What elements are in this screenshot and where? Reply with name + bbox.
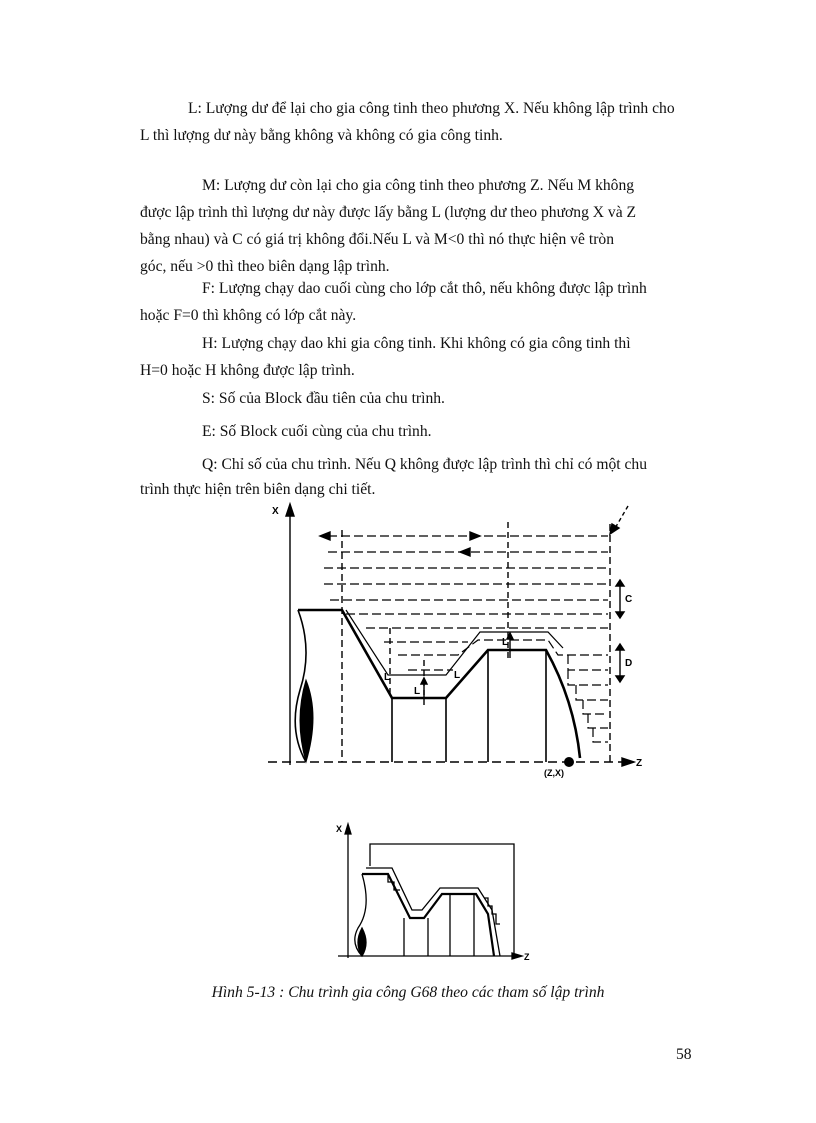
para-M-line2: được lập trình thì lượng dư này được lấy bằng L (lượng dư theo phương X và Z — [140, 204, 637, 221]
fig2-axis-x: X — [336, 824, 343, 834]
end-point — [564, 757, 574, 767]
para-Q-line2: trình thực hiện trên biên dạng chi tiết. — [140, 481, 376, 498]
para-H-line1: H: Lượng chạy dao khi gia công tinh. Khi không có gia công tinh thì — [202, 335, 631, 352]
fig1-label-l-right: L — [454, 670, 461, 681]
fig1-label-l-top: L — [502, 637, 509, 648]
x-axis-arrow — [286, 504, 294, 516]
fig2-axis-z: Z — [524, 952, 530, 962]
para-L-line1: L: Lượng dư để lại cho gia công tinh theo phương X. Nếu không lập trình cho — [188, 100, 675, 117]
fig1-label-c: C — [625, 594, 633, 605]
para-E: E: Số Block cuối cùng của chu trình. — [202, 423, 432, 440]
para-S: S: Số của Block đầu tiên của chu trình. — [202, 390, 445, 407]
para-M-line1: M: Lượng dư còn lại cho gia công tinh theo phương Z. Nếu M không — [202, 177, 635, 194]
para-M-line3: bằng nhau) và C có giá trị không đổi.Nếu L và M<0 thì nó thực hiện vê tròn — [140, 231, 614, 248]
fig1-axis-x: X — [272, 506, 279, 517]
fig1-origin-label: (Z,X) — [544, 768, 564, 778]
g68-cycle-diagram — [258, 500, 648, 812]
para-F-line2: hoặc F=0 thì không có lớp cắt này. — [140, 307, 357, 324]
figure-caption: Hình 5-13 : Chu trình gia công G68 theo các tham số lập trình — [211, 984, 605, 1001]
g68-contour-sketch — [318, 818, 538, 966]
para-Q-line1: Q: Chỉ số của chu trình. Nếu Q không được lập trình thì chỉ có một chu — [202, 456, 648, 473]
para-F-line1: F: Lượng chạy dao cuối cùng cho lớp cắt thô, nếu không được lập trình — [202, 280, 647, 297]
fig1-label-l-left: L — [384, 672, 391, 683]
para-H-line2: H=0 hoặc H không được lập trình. — [140, 362, 355, 379]
fig1-label-d: D — [625, 658, 633, 669]
para-M-line4: góc, nếu >0 thì theo biên dạng lập trình. — [140, 258, 390, 275]
para-L-line2: L thì lượng dư này bằng không và không có gia công tinh. — [140, 127, 503, 144]
z-axis-arrow — [622, 758, 634, 766]
fig1-axis-z: Z — [636, 758, 643, 769]
page-number: 58 — [676, 1046, 692, 1063]
fig1-label-l-mid: L — [414, 686, 421, 697]
